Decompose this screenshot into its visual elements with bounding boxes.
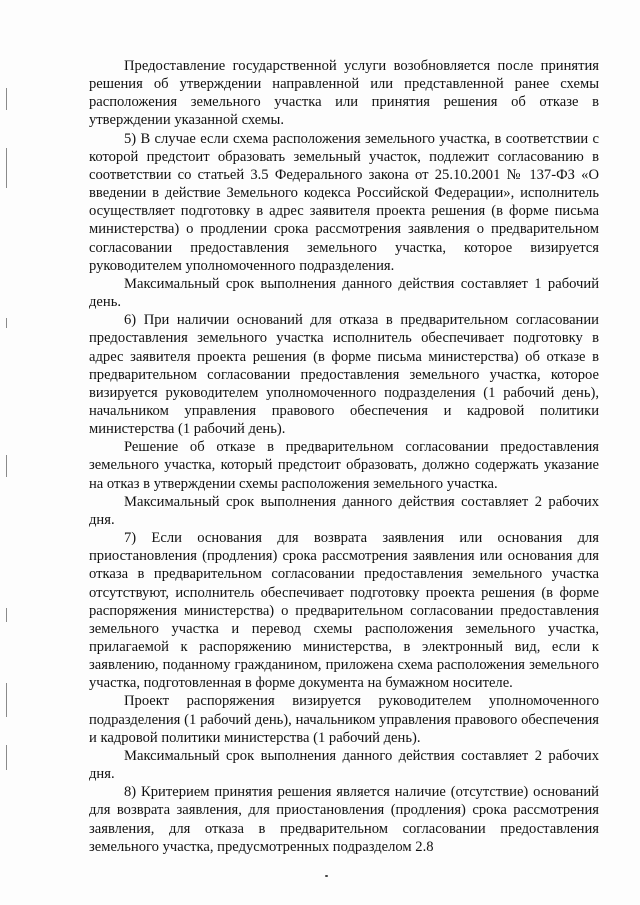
scan-edge-mark xyxy=(6,608,7,622)
paragraph: 6) При наличии оснований для отказа в предварительном согласовании предоставления земельного участка исполнитель обеспечивает подготовку в адрес заявителя проекта решения (в форме письма министерства) об отказе в предварительном согласовании предоставления земельного участка, которое визируется руководителем уполномоченного подразделения (1 рабочий день), начальником управления правового обеспечения и кадровой политики министерства (1 рабочий день). xyxy=(89,312,599,438)
paragraph: Максимальный срок выполнения данного действия составляет 2 рабочих дня. xyxy=(89,493,599,528)
paragraph: 8) Критерием принятия решения является наличие (отсутствие) оснований для возврата заявления, для приостановления (продления) срока рассмотрения заявления, для отказа в предварительном согласовании предоставления земельного участка, предусмотренных подразделом 2.8 xyxy=(89,784,599,855)
scan-edge-mark xyxy=(6,455,7,477)
paragraph: Проект распоряжения визируется руководителем уполномоченного подразделения (1 рабочий день), начальником управления правового обеспечения и кадровой политики министерства (1 рабочий день). xyxy=(89,693,599,746)
scan-edge-mark xyxy=(6,148,7,188)
scan-edge-mark xyxy=(6,318,7,328)
document-body xyxy=(89,57,599,856)
scan-edge-mark xyxy=(6,683,7,717)
paragraph: Максимальный срок выполнения данного действия составляет 1 рабочий день. xyxy=(89,275,599,311)
scan-edge-mark xyxy=(6,745,7,770)
paragraph: 7) Если основания для возврата заявления или основания для приостановления (продления) срока рассмотрения заявления или основания для отказа в предварительном согласовании предоставления земельного участка отсутствуют, исполнитель обеспечивает подготовку проекта решения (в форме распоряжения министерства) о предварительном согласовании предоставления земельного участка и перевод схемы расположения земельного участка, прилагаемой к распоряжению министерства, в электронный вид, если к заявлению, поданному гражданином, приложена схема расположения земельного участка, подготовленная в форме документа на бумажном носителе. xyxy=(89,530,599,692)
paragraph: Решение об отказе в предварительном согласовании предоставления земельного участка, который предстоит образовать, должно содержать указание на отказ в утверждении схемы расположения земельного участка. xyxy=(89,439,599,492)
scan-edge-mark xyxy=(6,88,7,110)
scan-speck xyxy=(325,875,328,877)
paragraph: 5) В случае если схема расположения земельного участка, в соответствии с которой предстоит образовать земельный участок, подлежит согласованию в соответствии со статьей 3.5 Федерального закона от 25.10.2001 № 137-ФЗ «О введении в действие Земельного кодекса Российской Федерации», исполнитель осуществляет подготовку в адрес заявителя проекта решения (в форме письма министерства) о продлении срока рассмотрения заявления о предварительном согласовании предоставления земельного участка, которое визируется руководителем уполномоченного подразделения. xyxy=(89,130,599,274)
paragraph: Предоставление государственной услуги возобновляется после принятия решения об утверждении направленной или представленной ранее схемы расположения земельного участка или принятия решения об отказе в утверждении указанной схемы. xyxy=(89,58,599,129)
paragraph: Максимальный срок выполнения данного действия составляет 2 рабочих дня. xyxy=(89,747,599,783)
